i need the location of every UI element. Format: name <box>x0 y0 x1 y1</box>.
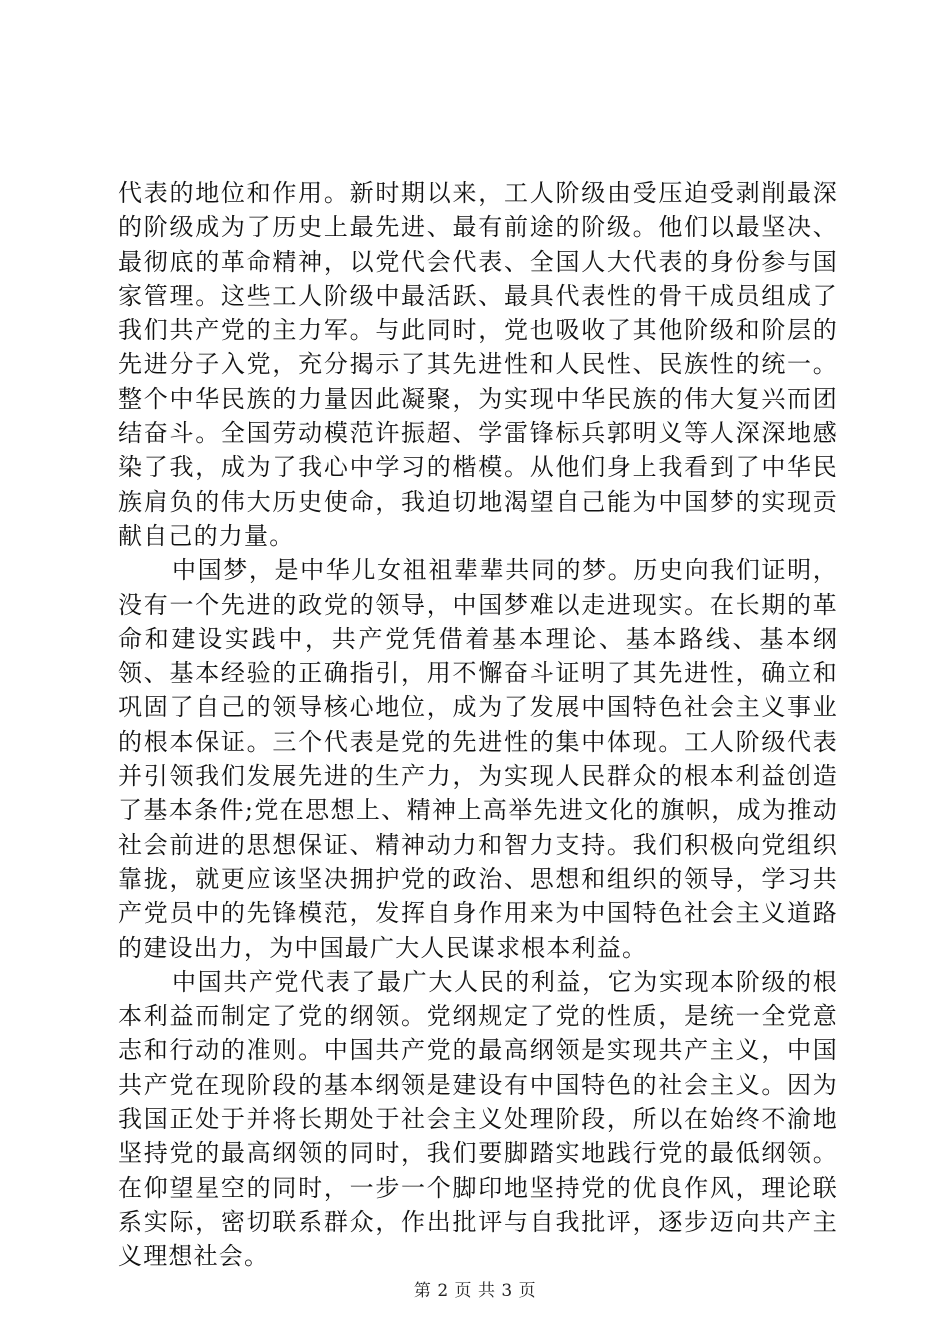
paragraph-chinese-dream: 中国梦，是中华儿女祖祖辈辈共同的梦。历史向我们证明，没有一个先进的政党的领导，中国梦难以走进现实。在长期的革命和建设实践中，共产党凭借着基本理论、基本路线、基本纲领、基本经验的正确指引，用不懈奋斗证明了其先进性，确立和巩固了自己的领导核心地位，成为了发展中国特色社会主义事业的根本保证。三个代表是党的先进性的集中体现。工人阶级代表并引领我们发展先进的生产力，为实现人民群众的根本利益创造了基本条件;党在思想上、精神上高举先进文化的旗帜，成为推动社会前进的思想保证、精神动力和智力支持。我们积极向党组织靠拢，就更应该坚决拥护党的政治、思想和组织的领导，学习共产党员中的先锋模范，发挥自身作用来为中国特色社会主义道路的建设出力，为中国最广大人民谋求根本利益。 <box>118 556 838 962</box>
document-body <box>118 176 838 1274</box>
paragraph-party-program: 中国共产党代表了最广大人民的利益，它为实现本阶级的根本利益而制定了党的纲领。党纲规定了党的性质，是统一全党意志和行动的准则。中国共产党的最高纲领是实现共产主义，中国共产党在现阶段的基本纲领是建设有中国特色的社会主义。因为我国正处于并将长期处于社会主义处理阶段，所以在始终不渝地坚持党的最高纲领的同时，我们要脚踏实地践行党的最低纲领。在仰望星空的同时，一步一个脚印地坚持党的优良作风，理论联系实际，密切联系群众，作出批评与自我批评，逐步迈向共产主义理想社会。 <box>118 967 838 1271</box>
page-number-footer: 第 2 页 共 3 页 <box>413 1281 537 1301</box>
paragraph-continuation: 代表的地位和作用。新时期以来，工人阶级由受压迫受剥削最深的阶级成为了历史上最先进、最有前途的阶级。他们以最坚决、最彻底的革命精神，以党代会代表、全国人大代表的身份参与国家管理。这些工人阶级中最活跃、最具代表性的骨干成员组成了我们共产党的主力军。与此同时，党也吸收了其他阶级和阶层的先进分子入党，充分揭示了其先进性和人民性、民族性的统一。整个中华民族的力量因此凝聚，为实现中华民族的伟大复兴而团结奋斗。全国劳动模范许振超、学雷锋标兵郭明义等人深深地感染了我，成为了我心中学习的楷模。从他们身上我看到了中华民族肩负的伟大历史使命，我迫切地渴望自己能为中国梦的实现贡献自己的力量。 <box>118 179 838 550</box>
